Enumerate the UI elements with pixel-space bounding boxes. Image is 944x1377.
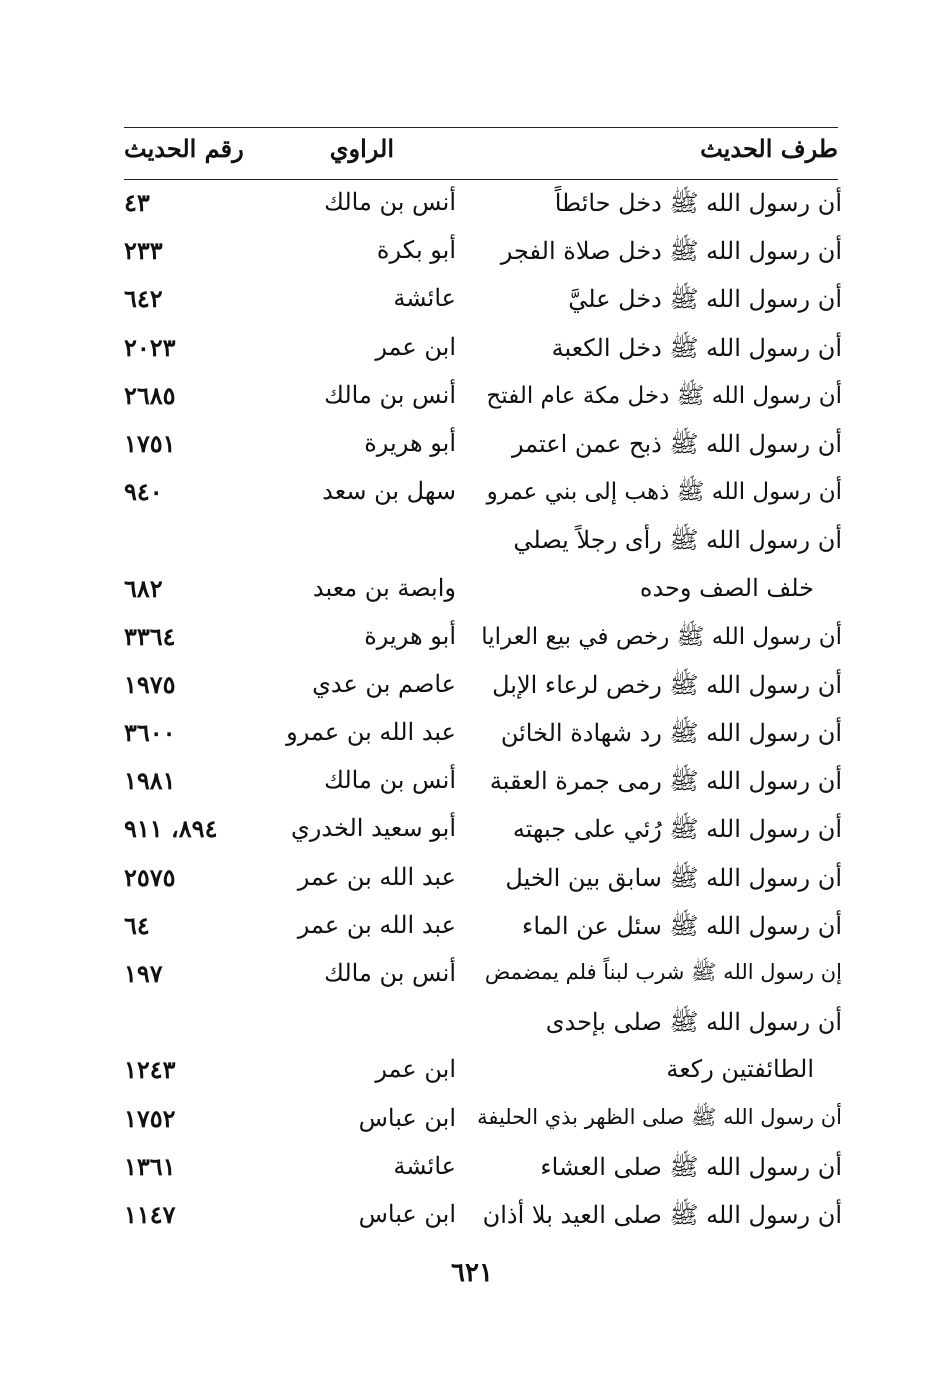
hadith-text: أن رسول الله ﷺ سابق بين الخيل	[505, 863, 842, 892]
narrator-name: أنس بن مالك	[324, 380, 456, 409]
table-row	[124, 1049, 842, 1097]
hadith-text: الطائفتين ركعة	[666, 1055, 814, 1084]
hadith-number: ٦٨٢	[124, 573, 163, 603]
table-header	[124, 134, 838, 174]
table-row	[124, 471, 842, 519]
narrator-name: أبو بكرة	[376, 236, 456, 265]
narrator-name: ابن عمر	[375, 1055, 456, 1084]
table-row	[124, 1001, 842, 1049]
table-row	[124, 664, 842, 712]
narrator-name: عبد الله بن عمرو	[286, 718, 456, 747]
hadith-number: ١٧٥١	[124, 428, 176, 458]
hadith-text: أن رسول الله ﷺ رأى رجلاً يصلي	[513, 526, 842, 555]
hadith-number: ٢٣٣	[124, 236, 163, 266]
hadith-text: أن رسول الله ﷺ سئل عن الماء	[522, 911, 842, 940]
table-row	[124, 182, 842, 230]
narrator-name: عائشة	[393, 284, 456, 313]
hadith-number: ١٣٦١	[124, 1151, 176, 1181]
table-row	[124, 760, 842, 808]
number-column-header: رقم الحديث	[124, 134, 244, 163]
header-rule	[124, 179, 838, 180]
hadith-number: ٣٦٠٠	[124, 718, 176, 748]
table-row	[124, 616, 842, 664]
hadith-number: ٤٣	[124, 188, 150, 217]
narrator-name: سهل بن سعد	[322, 477, 456, 506]
narrator-name: عائشة	[393, 1151, 456, 1180]
hadith-number: ٣٣٦٤	[124, 621, 176, 651]
hadith-number: ٦٤٢	[124, 284, 163, 314]
narrator-name: وابصة بن معبد	[312, 573, 456, 602]
narrator-name: أبو سعيد الخدري	[291, 814, 456, 843]
hadith-number: ١٢٤٣	[124, 1055, 176, 1085]
page-number: ٦٢١	[451, 1258, 493, 1288]
hadith-text: أن رسول الله ﷺ دخل حائطاً	[554, 189, 842, 217]
narrator-name: عاصم بن عدي	[312, 669, 456, 698]
hadith-column-header: طرف الحديث	[700, 134, 838, 163]
hadith-text: أن رسول الله ﷺ دخل عليَّ	[568, 285, 842, 314]
hadith-number: ٩٤٠	[124, 477, 163, 507]
table-row	[124, 953, 842, 1001]
table-row	[124, 1146, 842, 1194]
table-row	[124, 375, 842, 423]
hadith-text: أن رسول الله ﷺ صلى بإحدى	[545, 1008, 842, 1037]
hadith-text: أن رسول الله ﷺ صلى العيد بلا أذان	[482, 1200, 842, 1229]
table-row	[124, 327, 842, 375]
hadith-number: ٦٤	[124, 910, 150, 940]
hadith-text: أن رسول الله ﷺ رخص لرعاء الإبل	[492, 670, 842, 699]
hadith-text: أن رسول الله ﷺ دخل مكة عام الفتح	[486, 382, 842, 409]
table-row	[124, 230, 842, 278]
table-row	[124, 905, 842, 953]
hadith-number: ١٩٧٥	[124, 669, 176, 699]
narrator-name: أبو هريرة	[364, 621, 456, 650]
hadith-number: ٢٥٧٥	[124, 862, 176, 892]
table-row	[124, 808, 842, 856]
table-row	[124, 568, 842, 616]
hadith-text: إن رسول الله ﷺ شرب لبناً فلم يمضمض	[484, 960, 842, 984]
table-row	[124, 423, 842, 471]
narrator-name: ابن عباس	[358, 1103, 456, 1132]
hadith-text: أن رسول الله ﷺ دخل صلاة الفجر	[500, 237, 842, 266]
hadith-number: ٨٩٤، ٩١١	[124, 814, 218, 844]
hadith-text: أن رسول الله ﷺ رخص في بيع العرايا	[481, 623, 842, 650]
hadith-index-table	[124, 182, 842, 1242]
hadith-text: أن رسول الله ﷺ ذبح عمن اعتمر	[511, 429, 842, 458]
table-row	[124, 1194, 842, 1242]
hadith-number: ١٧٥٢	[124, 1103, 176, 1133]
hadith-text: أن رسول الله ﷺ رمى جمرة العقبة	[489, 767, 842, 796]
hadith-text: أن رسول الله ﷺ دخل الكعبة	[551, 333, 842, 362]
narrator-name: عبد الله بن عمر	[297, 910, 456, 939]
table-row	[124, 712, 842, 760]
hadith-text: خلف الصف وحده	[639, 573, 814, 602]
table-row	[124, 278, 842, 326]
hadith-number: ٢٦٨٥	[124, 380, 176, 410]
narrator-name: أبو هريرة	[364, 428, 456, 457]
hadith-text: أن رسول الله ﷺ رُئي على جبهته	[512, 815, 842, 844]
hadith-number: ٢٠٢٣	[124, 332, 176, 362]
hadith-text: أن رسول الله ﷺ صلى الظهر بذي الحليفة	[477, 1104, 842, 1129]
narrator-name: ابن عباس	[358, 1199, 456, 1228]
narrator-name: أنس بن مالك	[324, 188, 456, 216]
hadith-text: أن رسول الله ﷺ ذهب إلى بني عمرو	[486, 479, 842, 506]
narrator-name: عبد الله بن عمر	[297, 862, 456, 891]
narrator-name: أنس بن مالك	[324, 959, 456, 987]
top-rule	[124, 127, 838, 128]
narrator-name: ابن عمر	[375, 332, 456, 361]
hadith-text: أن رسول الله ﷺ رد شهادة الخائن	[500, 719, 842, 748]
narrator-column-header: الراوي	[329, 134, 394, 163]
narrator-name: أنس بن مالك	[324, 766, 456, 795]
table-row	[124, 519, 842, 567]
table-row	[124, 1098, 842, 1146]
hadith-number: ١٩٧	[124, 959, 163, 988]
hadith-number: ١٩٨١	[124, 766, 176, 796]
table-row	[124, 857, 842, 905]
hadith-text: أن رسول الله ﷺ صلى العشاء	[540, 1152, 842, 1181]
hadith-number: ١١٤٧	[124, 1199, 176, 1229]
